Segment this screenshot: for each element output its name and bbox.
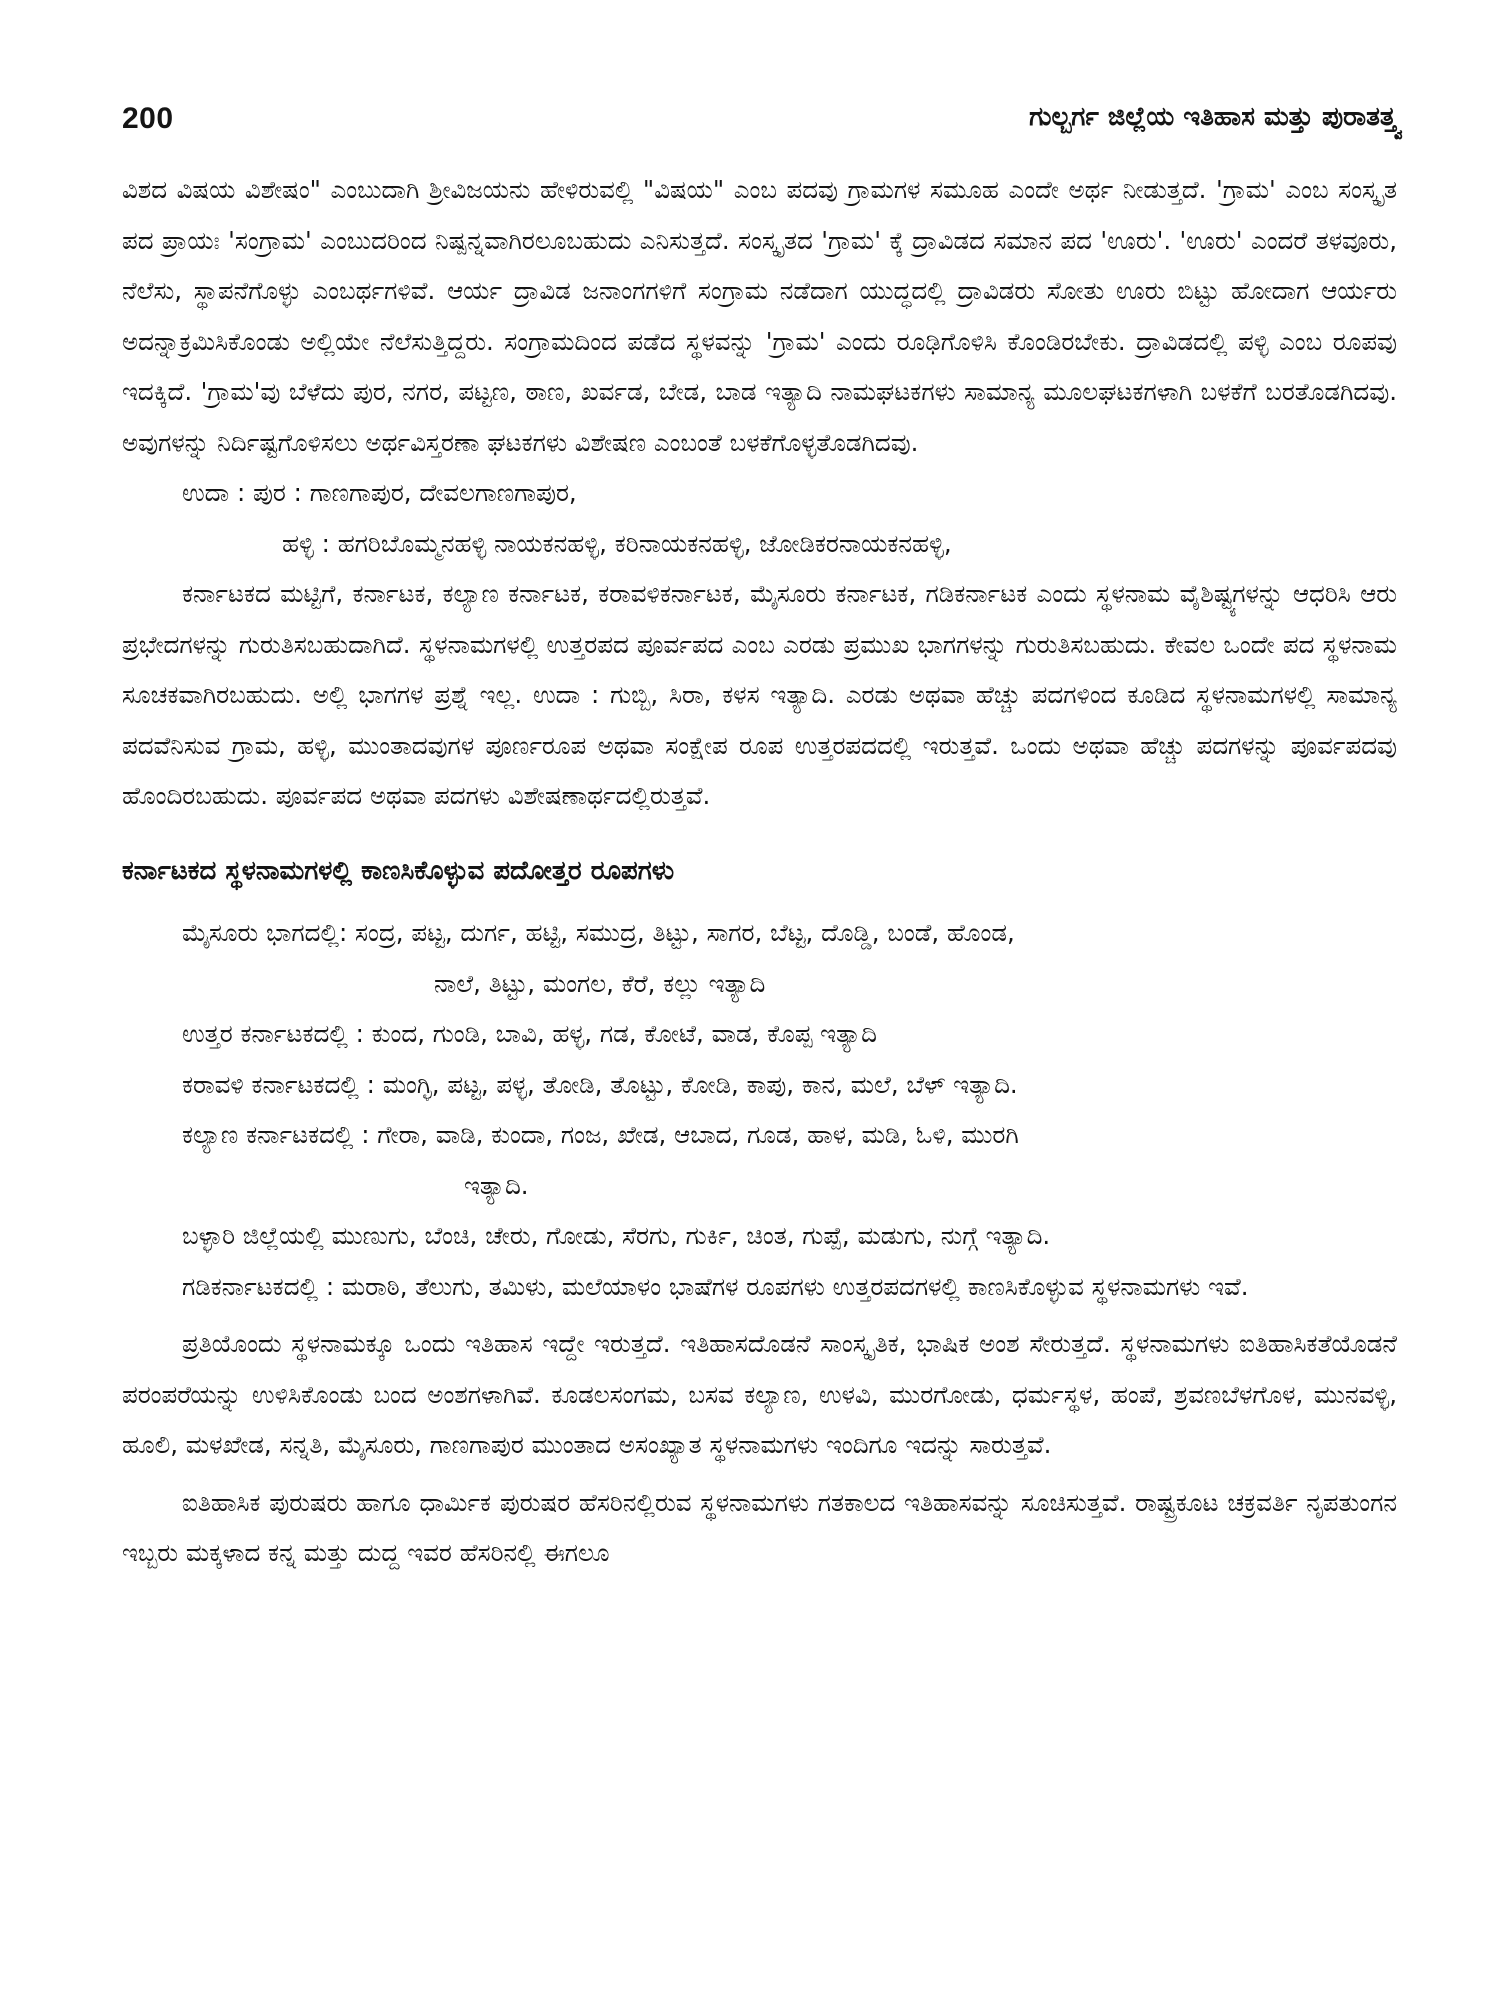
region-mysore: ಮೈಸೂರು ಭಾಗದಲ್ಲಿ: ಸಂದ್ರ, ಪಟ್ಟ, ದುರ್ಗ, ಹಟ್ಟಿ, ಸಮುದ್ರ, ತಿಟ್ಟು, ಸಾಗರ, ಬೆಟ್ಟ, ದೊಡ್ಡಿ, ಬಂಡೆ, ಹೊಂಡ,	[182, 918, 1015, 947]
page-number: 200	[122, 102, 174, 135]
paragraph-1: ವಿಶದ ವಿಷಯ ವಿಶೇಷಂ" ಎಂಬುದಾಗಿ ಶ್ರೀವಿಜಯನು ಹೇಳಿರುವಲ್ಲಿ "ವಿಷಯ" ಎಂಬ ಪದವು ಗ್ರಾಮಗಳ ಸಮೂಹ ಎಂದೇ ಅರ್ಥ ನೀಡುತ್ತದೆ. 'ಗ್ರಾಮ' ಎಂಬ ಸಂಸ್ಕೃತ ಪದ ಪ್ರಾಯಃ 'ಸಂಗ್ರಾಮ' ಎಂಬುದರಿಂದ ನಿಷ್ಪನ್ನವಾಗಿರಲೂಬಹುದು ಎನಿಸುತ್ತದೆ. ಸಂಸ್ಕೃತದ 'ಗ್ರಾಮ' ಕ್ಕೆ ದ್ರಾವಿಡದ ಸಮಾನ ಪದ 'ಊರು'. 'ಊರು' ಎಂದರೆ ತಳವೂರು, ನೆಲೆಸು, ಸ್ಥಾಪನೆಗೊಳ್ಳು ಎಂಬರ್ಥಗಳಿವೆ. ಆರ್ಯ ದ್ರಾವಿಡ ಜನಾಂಗಗಳಿಗೆ ಸಂಗ್ರಾಮ ನಡೆದಾಗ ಯುದ್ಧದಲ್ಲಿ ದ್ರಾವಿಡರು ಸೋತು ಊರು ಬಿಟ್ಟು ಹೋದಾಗ ಆರ್ಯರು ಅದನ್ನಾಕ್ರಮಿಸಿಕೊಂಡು ಅಲ್ಲಿಯೇ ನೆಲೆಸುತ್ತಿದ್ದರು. ಸಂಗ್ರಾಮದಿಂದ ಪಡೆದ ಸ್ಥಳವನ್ನು 'ಗ್ರಾಮ' ಎಂದು ರೂಢಿಗೊಳಿಸಿ ಕೊಂಡಿರಬೇಕು. ದ್ರಾವಿಡದಲ್ಲಿ ಪಳ್ಳಿ ಎಂಬ ರೂಪವು ಇದಕ್ಕಿದೆ. 'ಗ್ರಾಮ'ವು ಬೆಳೆದು ಪುರ, ನಗರ, ಪಟ್ಟಣ, ಠಾಣ, ಖರ್ವಡ, ಬೇಡ, ಬಾಡ ಇತ್ಯಾದಿ ನಾಮಘಟಕಗಳು ಸಾಮಾನ್ಯ ಮೂಲಘಟಕಗಳಾಗಿ ಬಳಕೆಗೆ ಬರತೊಡಗಿದವು. ಅವುಗಳನ್ನು ನಿರ್ದಿಷ್ಟಗೊಳಿಸಲು ಅರ್ಥವಿಸ್ತರಣಾ ಘಟಕಗಳು ವಿಶೇಷಣ ಎಂಬಂತೆ ಬಳಕೆಗೊಳ್ಳತೊಡಗಿದವು.	[122, 175, 1397, 457]
paragraph-3: ಪ್ರತಿಯೊಂದು ಸ್ಥಳನಾಮಕ್ಕೂ ಒಂದು ಇತಿಹಾಸ ಇದ್ದೇ ಇರುತ್ತದೆ. ಇತಿಹಾಸದೊಡನೆ ಸಾಂಸ್ಕೃತಿಕ, ಭಾಷಿಕ ಅಂಶ ಸೇರುತ್ತದೆ. ಸ್ಥಳನಾಮಗಳು ಐತಿಹಾಸಿಕತೆಯೊಡನೆ ಪರಂಪರೆಯನ್ನು ಉಳಿಸಿಕೊಂಡು ಬಂದ ಅಂಶಗಳಾಗಿವೆ. ಕೂಡಲಸಂಗಮ, ಬಸವ ಕಲ್ಯಾಣ, ಉಳವಿ, ಮುರಗೋಡು, ಧರ್ಮಸ್ಥಳ, ಹಂಪೆ, ಶ್ರವಣಬೆಳಗೊಳ, ಮುನವಳ್ಳಿ, ಹೂಲಿ, ಮಳಖೇಡ, ಸನ್ನತಿ, ಮೈಸೂರು, ಗಾಣಗಾಪುರ ಮುಂತಾದ ಅಸಂಖ್ಯಾತ ಸ್ಥಳನಾಮಗಳು ಇಂದಿಗೂ ಇದನ್ನು ಸಾರುತ್ತವೆ.	[122, 1329, 1397, 1459]
page-header	[122, 102, 1400, 150]
running-title: ಗುಲ್ಬರ್ಗ ಜಿಲ್ಲೆಯ ಇತಿಹಾಸ ಮತ್ತು ಪುರಾತತ್ತ್ವ	[1029, 102, 1400, 132]
region-kalyana: ಕಲ್ಯಾಣ ಕರ್ನಾಟಕದಲ್ಲಿ : ಗೇರಾ, ವಾಡಿ, ಕುಂದಾ, ಗಂಜ, ಖೇಡ, ಆಬಾದ, ಗೂಡ, ಹಾಳ, ಮಡಿ, ಓಳಿ, ಮುರಗಿ	[182, 1120, 1019, 1149]
paragraph-border: ಗಡಿಕರ್ನಾಟಕದಲ್ಲಿ : ಮರಾಠಿ, ತೆಲುಗು, ತಮಿಳು, ಮಲೆಯಾಳಂ ಭಾಷೆಗಳ ರೂಪಗಳು ಉತ್ತರಪದಗಳಲ್ಲಿ ಕಾಣಸಿಕೊಳ್ಳುವ ಸ್ಥಳನಾಮಗಳು ಇವೆ.	[182, 1271, 1249, 1301]
page-body	[122, 165, 1397, 1579]
region-mysore-continued: ನಾಲೆ, ತಿಟ್ಟು, ಮಂಗಲ, ಕೆರೆ, ಕಲ್ಲು ಇತ್ಯಾದಿ	[434, 968, 766, 998]
paragraph-2: ಕರ್ನಾಟಕದ ಮಟ್ಟಿಗೆ, ಕರ್ನಾಟಕ, ಕಲ್ಯಾಣ ಕರ್ನಾಟಕ, ಕರಾವಳಿಕರ್ನಾಟಕ, ಮೈಸೂರು ಕರ್ನಾಟಕ, ಗಡಿಕರ್ನಾಟಕ ಎಂದು ಸ್ಥಳನಾಮ ವೈಶಿಷ್ಟ್ಯಗಳನ್ನು ಆಧರಿಸಿ ಆರು ಪ್ರಭೇದಗಳನ್ನು ಗುರುತಿಸಬಹುದಾಗಿದೆ. ಸ್ಥಳನಾಮಗಳಲ್ಲಿ ಉತ್ತರಪದ ಪೂರ್ವಪದ ಎಂಬ ಎರಡು ಪ್ರಮುಖ ಭಾಗಗಳನ್ನು ಗುರುತಿಸಬಹುದು. ಕೇವಲ ಒಂದೇ ಪದ ಸ್ಥಳನಾಮ ಸೂಚಕವಾಗಿರಬಹುದು. ಅಲ್ಲಿ ಭಾಗಗಳ ಪ್ರಶ್ನೆ ಇಲ್ಲ. ಉದಾ : ಗುಬ್ಬಿ, ಸಿರಾ, ಕಳಸ ಇತ್ಯಾದಿ. ಎರಡು ಅಥವಾ ಹೆಚ್ಚು ಪದಗಳಿಂದ ಕೂಡಿದ ಸ್ಥಳನಾಮಗಳಲ್ಲಿ ಸಾಮಾನ್ಯ ಪದವೆನಿಸುವ ಗ್ರಾಮ, ಹಳ್ಳಿ, ಮುಂತಾದವುಗಳ ಪೂರ್ಣರೂಪ ಅಥವಾ ಸಂಕ್ಷೇಪ ರೂಪ ಉತ್ತರಪದದಲ್ಲಿ ಇರುತ್ತವೆ. ಒಂದು ಅಥವಾ ಹೆಚ್ಚು ಪದಗಳನ್ನು ಪೂರ್ವಪದವು ಹೊಂದಿರಬಹುದು. ಪೂರ್ವಪದ ಅಥವಾ ಪದಗಳು ವಿಶೇಷಣಾರ್ಥದಲ್ಲಿರುತ್ತವೆ.	[122, 579, 1397, 810]
paragraph-4: ಐತಿಹಾಸಿಕ ಪುರುಷರು ಹಾಗೂ ಧಾರ್ಮಿಕ ಪುರುಷರ ಹೆಸರಿನಲ್ಲಿರುವ ಸ್ಥಳನಾಮಗಳು ಗತಕಾಲದ ಇತಿಹಾಸವನ್ನು ಸೂಚಿಸುತ್ತವೆ. ರಾಷ್ಟ್ರಕೂಟ ಚಕ್ರವರ್ತಿ ನೃಪತುಂಗನ ಇಬ್ಬರು ಮಕ್ಕಳಾದ ಕನ್ನ ಮತ್ತು ದುದ್ದ ಇವರ ಹೆಸರಿನಲ್ಲಿ ಈಗಲೂ	[122, 1487, 1397, 1567]
example-line-pura: ಉದಾ : ಪುರ : ಗಾಣಗಾಪುರ, ದೇವಲಗಾಣಗಾಪುರ,	[182, 478, 577, 507]
example-line-halli: ಹಳ್ಳಿ : ಹಗರಿಬೊಮ್ಮನಹಳ್ಳಿ ನಾಯಕನಹಳ್ಳಿ, ಕರಿನಾಯಕನಹಳ್ಳಿ, ಜೋಡಿಕರನಾಯಕನಹಳ್ಳಿ,	[282, 528, 952, 558]
region-coastal: ಕರಾವಳಿ ಕರ್ನಾಟಕದಲ್ಲಿ : ಮಂಗ್ಳಿ, ಪಟ್ಟ, ಪಳ್ಳ, ತೋಡಿ, ತೊಟ್ಟು, ಕೋಡಿ, ಕಾಪು, ಕಾನ, ಮಲೆ, ಬೆಳ್ ಇತ್ಯಾದಿ.	[182, 1069, 1018, 1099]
paragraph-bellary: ಬಳ್ಳಾರಿ ಜಿಲ್ಲೆಯಲ್ಲಿ ಮುಣುಗು, ಬೆಂಚಿ, ಚೇರು, ಗೋಡು, ಸೆರಗು, ಗುರ್ಕಿ, ಚಿಂತ, ಗುಪ್ಪೆ, ಮಡುಗು, ನುಗ್ಗೆ ಇತ್ಯಾದಿ.	[182, 1221, 1051, 1250]
section-heading: ಕರ್ನಾಟಕದ ಸ್ಥಳನಾಮಗಳಲ್ಲಿ ಕಾಣಸಿಕೊಳ್ಳುವ ಪದೋತ್ತರ ರೂಪಗಳು	[122, 855, 675, 886]
region-north: ಉತ್ತರ ಕರ್ನಾಟಕದಲ್ಲಿ : ಕುಂದ, ಗುಂಡಿ, ಬಾವಿ, ಹಳ್ಳ, ಗಡ, ಕೋಟೆ, ವಾಡ, ಕೊಪ್ಪ ಇತ್ಯಾದಿ	[182, 1019, 877, 1048]
region-kalyana-continued: ಇತ್ಯಾದಿ.	[464, 1170, 529, 1200]
